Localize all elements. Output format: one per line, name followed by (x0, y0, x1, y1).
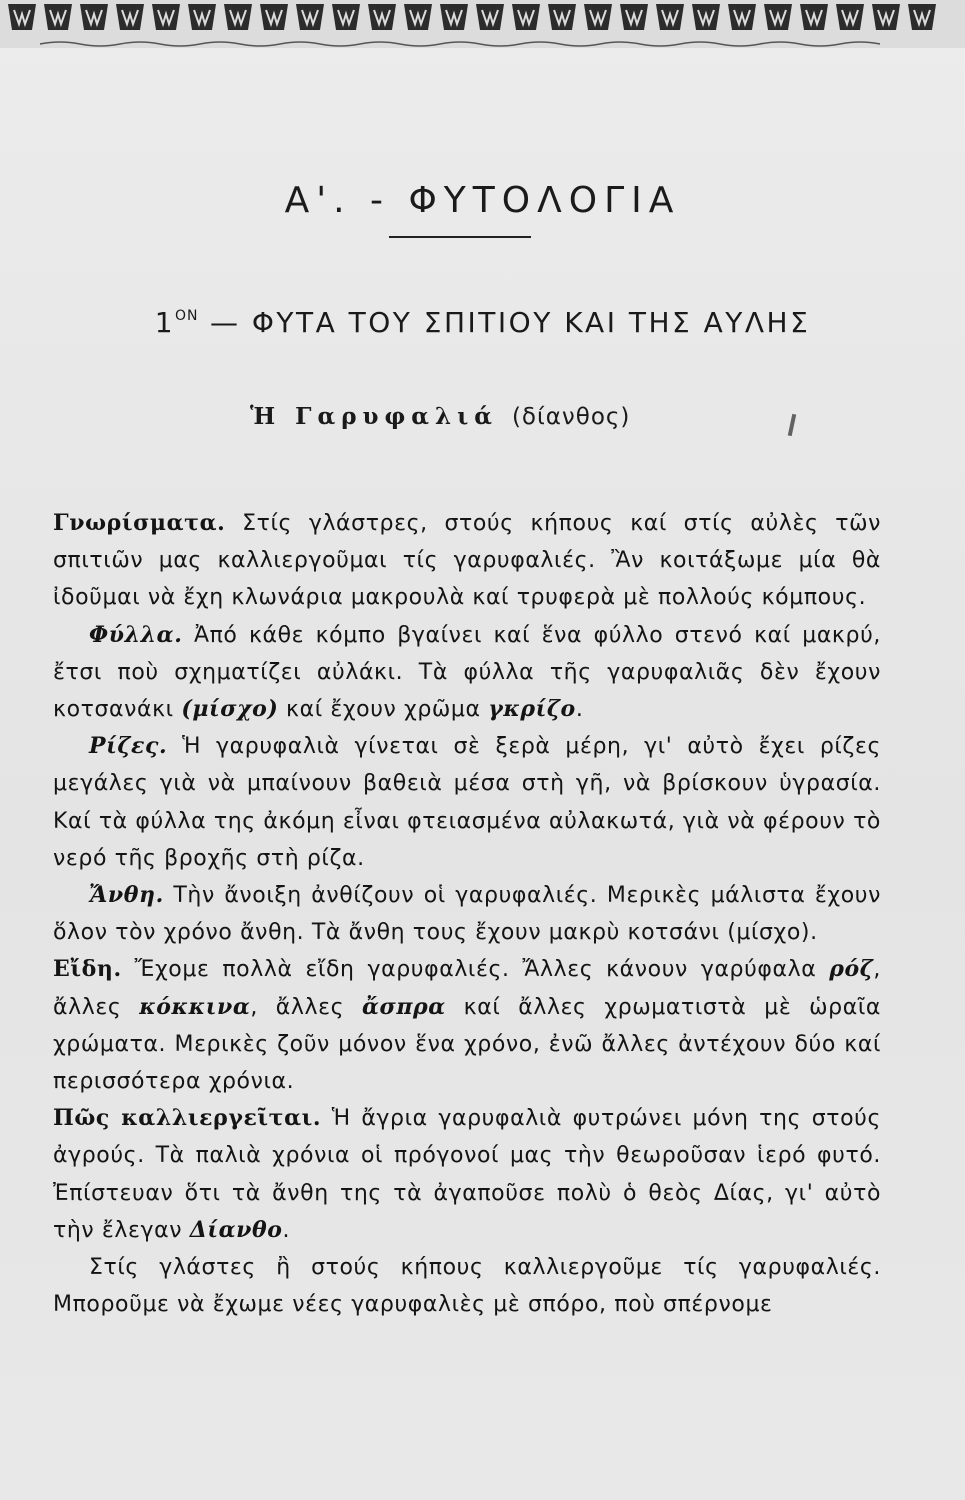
paragraph-text: . (575, 697, 584, 723)
paragraph-text: . (282, 1217, 291, 1243)
paragraph-flowers (53, 877, 881, 951)
paragraph-leaves (53, 617, 881, 729)
paragraph-text: Τὴν ἄνοιξη ἀνθίζουν οἱ γαρυφαλιές. Μερικὲς μάλιστα ἔχουν ὅλον τὸν χρόνο ἄνθη. Τὰ ἄνθη τους ἔχουν μακρὺ κοτσάνι (μίσχο). (53, 883, 881, 946)
heading-kinds: Εἴδη. (53, 956, 122, 983)
heading-features: Γνωρίσματα. (53, 510, 226, 536)
paragraph-cultivation (53, 1100, 881, 1249)
emphasis-text: ἄσπρα (362, 993, 446, 1020)
ink-mark (788, 414, 796, 436)
section-title (0, 306, 965, 339)
title-divider (389, 236, 531, 238)
emphasis-text: Δίανθο (189, 1216, 283, 1243)
paragraph-text: Ἡ ἄγρια γαρυφαλιὰ φυτρώνει μόνη της στούς ἀγρούς. Τὰ παλιὰ χρόνια οἱ πρόγονοί μας τὴν θεωροῦσαν ἱερό φυτό. Ἐπίστευαν ὅτι τὰ ἄνθη της τὰ ἀγαποῦσε πολὺ ὁ θεὸς Δίας, γι' αὐτὸ τὴν ἔλεγαν (53, 1106, 881, 1243)
chapter-title: Α'. - ΦΥΤΟΛΟΓΙΑ (284, 180, 681, 221)
section-number: 1 (154, 306, 176, 339)
subject-name: Ἡ Γαρυφαλιά (250, 403, 498, 430)
emphasis-text: (μίσχο) (181, 696, 279, 723)
section-title-text: — ΦΥΤΑ ΤΟΥ ΣΠΙΤΙΟΥ ΚΑΙ ΤΗΣ ΑΥΛΗΣ (209, 306, 811, 339)
paragraph-text: καί ἄλλες χρωματιστὰ μὲ ὡραῖα χρώματα. Μερικὲς ζοῦν μόνον ἕνα χρόνο, ἐνῶ ἄλλες ἀντέχουν δύο καί περισσότερα χρόνια. (53, 994, 881, 1095)
subject-alt-name: (δίανθος) (511, 404, 631, 430)
paragraph-text: , ἄλλες (250, 994, 362, 1020)
body-text (53, 505, 881, 1323)
heading-leaves: Φύλλα. (89, 621, 183, 648)
heading-roots: Ρίζες. (89, 733, 168, 760)
paragraph-text: Ἡ γαρυφαλιὰ γίνεται σὲ ξερὰ μέρη, γι' αὐτὸ ἔχει ρίζες μεγάλες γιὰ νὰ μπαίνουν βαθειὰ μέσα στὴ γῆ, νὰ βρίσκουν ὑγρασία. Καί τὰ φύλλα της ἀκόμη εἶναι φτειασμένα αὐλακωτά, γιὰ νὰ φέρουν τὸ νερό τῆς βροχῆς στὴ ρίζα. (53, 734, 881, 871)
section-number-suffix: ΟΝ (175, 308, 199, 324)
heading-flowers: Ἄνθη. (89, 882, 164, 909)
heading-cultivation: Πῶς καλλιεργεῖται. (53, 1105, 322, 1132)
paragraph-kinds (53, 951, 881, 1100)
decorative-border-icon (0, 0, 965, 48)
paragraph-planting (53, 1249, 881, 1323)
paragraph-roots (53, 728, 881, 877)
emphasis-text: κόκκινα (139, 993, 251, 1020)
paragraph-text: καί ἔχουν χρῶμα (278, 697, 489, 723)
emphasis-text: ρόζ (829, 956, 874, 983)
paragraph-text: , ἄλλες (53, 957, 881, 1020)
paragraph-features (53, 505, 881, 617)
paragraph-text: Στίς γλάστες ἢ στούς κήπους καλλιεργοῦμε τίς γαρυφαλιές. Μποροῦμε νὰ ἔχωμε νέες γαρυφαλιὲς μὲ σπόρο, ποὺ σπέρνομε (53, 1255, 881, 1318)
paragraph-text: Ἀπό κάθε κόμπο βγαίνει καί ἕνα φύλλο στενό καί μακρύ, ἔτσι ποὺ σχηματίζει αὐλάκι. Τὰ φύλλα τῆς γαρυφαλιᾶς δὲν ἔχουν κοτσανάκι (53, 622, 881, 723)
emphasis-text: γκρίζο (488, 696, 576, 723)
paragraph-text: Στίς γλάστρες, στούς κήπους καί στίς αὐλὲς τῶν σπιτιῶν μας καλλιεργοῦμαι τίς γαρυφαλιές. Ἂν κοιτάξωμε μία θὰ ἰδοῦμαι νὰ ἔχη κλωνάρια μακρουλὰ καί τρυφερὰ μὲ πολλούς κόμπους. (53, 511, 881, 611)
paragraph-text: Ἔχομε πολλὰ εἴδη γαρυφαλιές. Ἄλλες κάνουν γαρύφαλα (121, 957, 830, 983)
subject-heading (250, 403, 630, 430)
